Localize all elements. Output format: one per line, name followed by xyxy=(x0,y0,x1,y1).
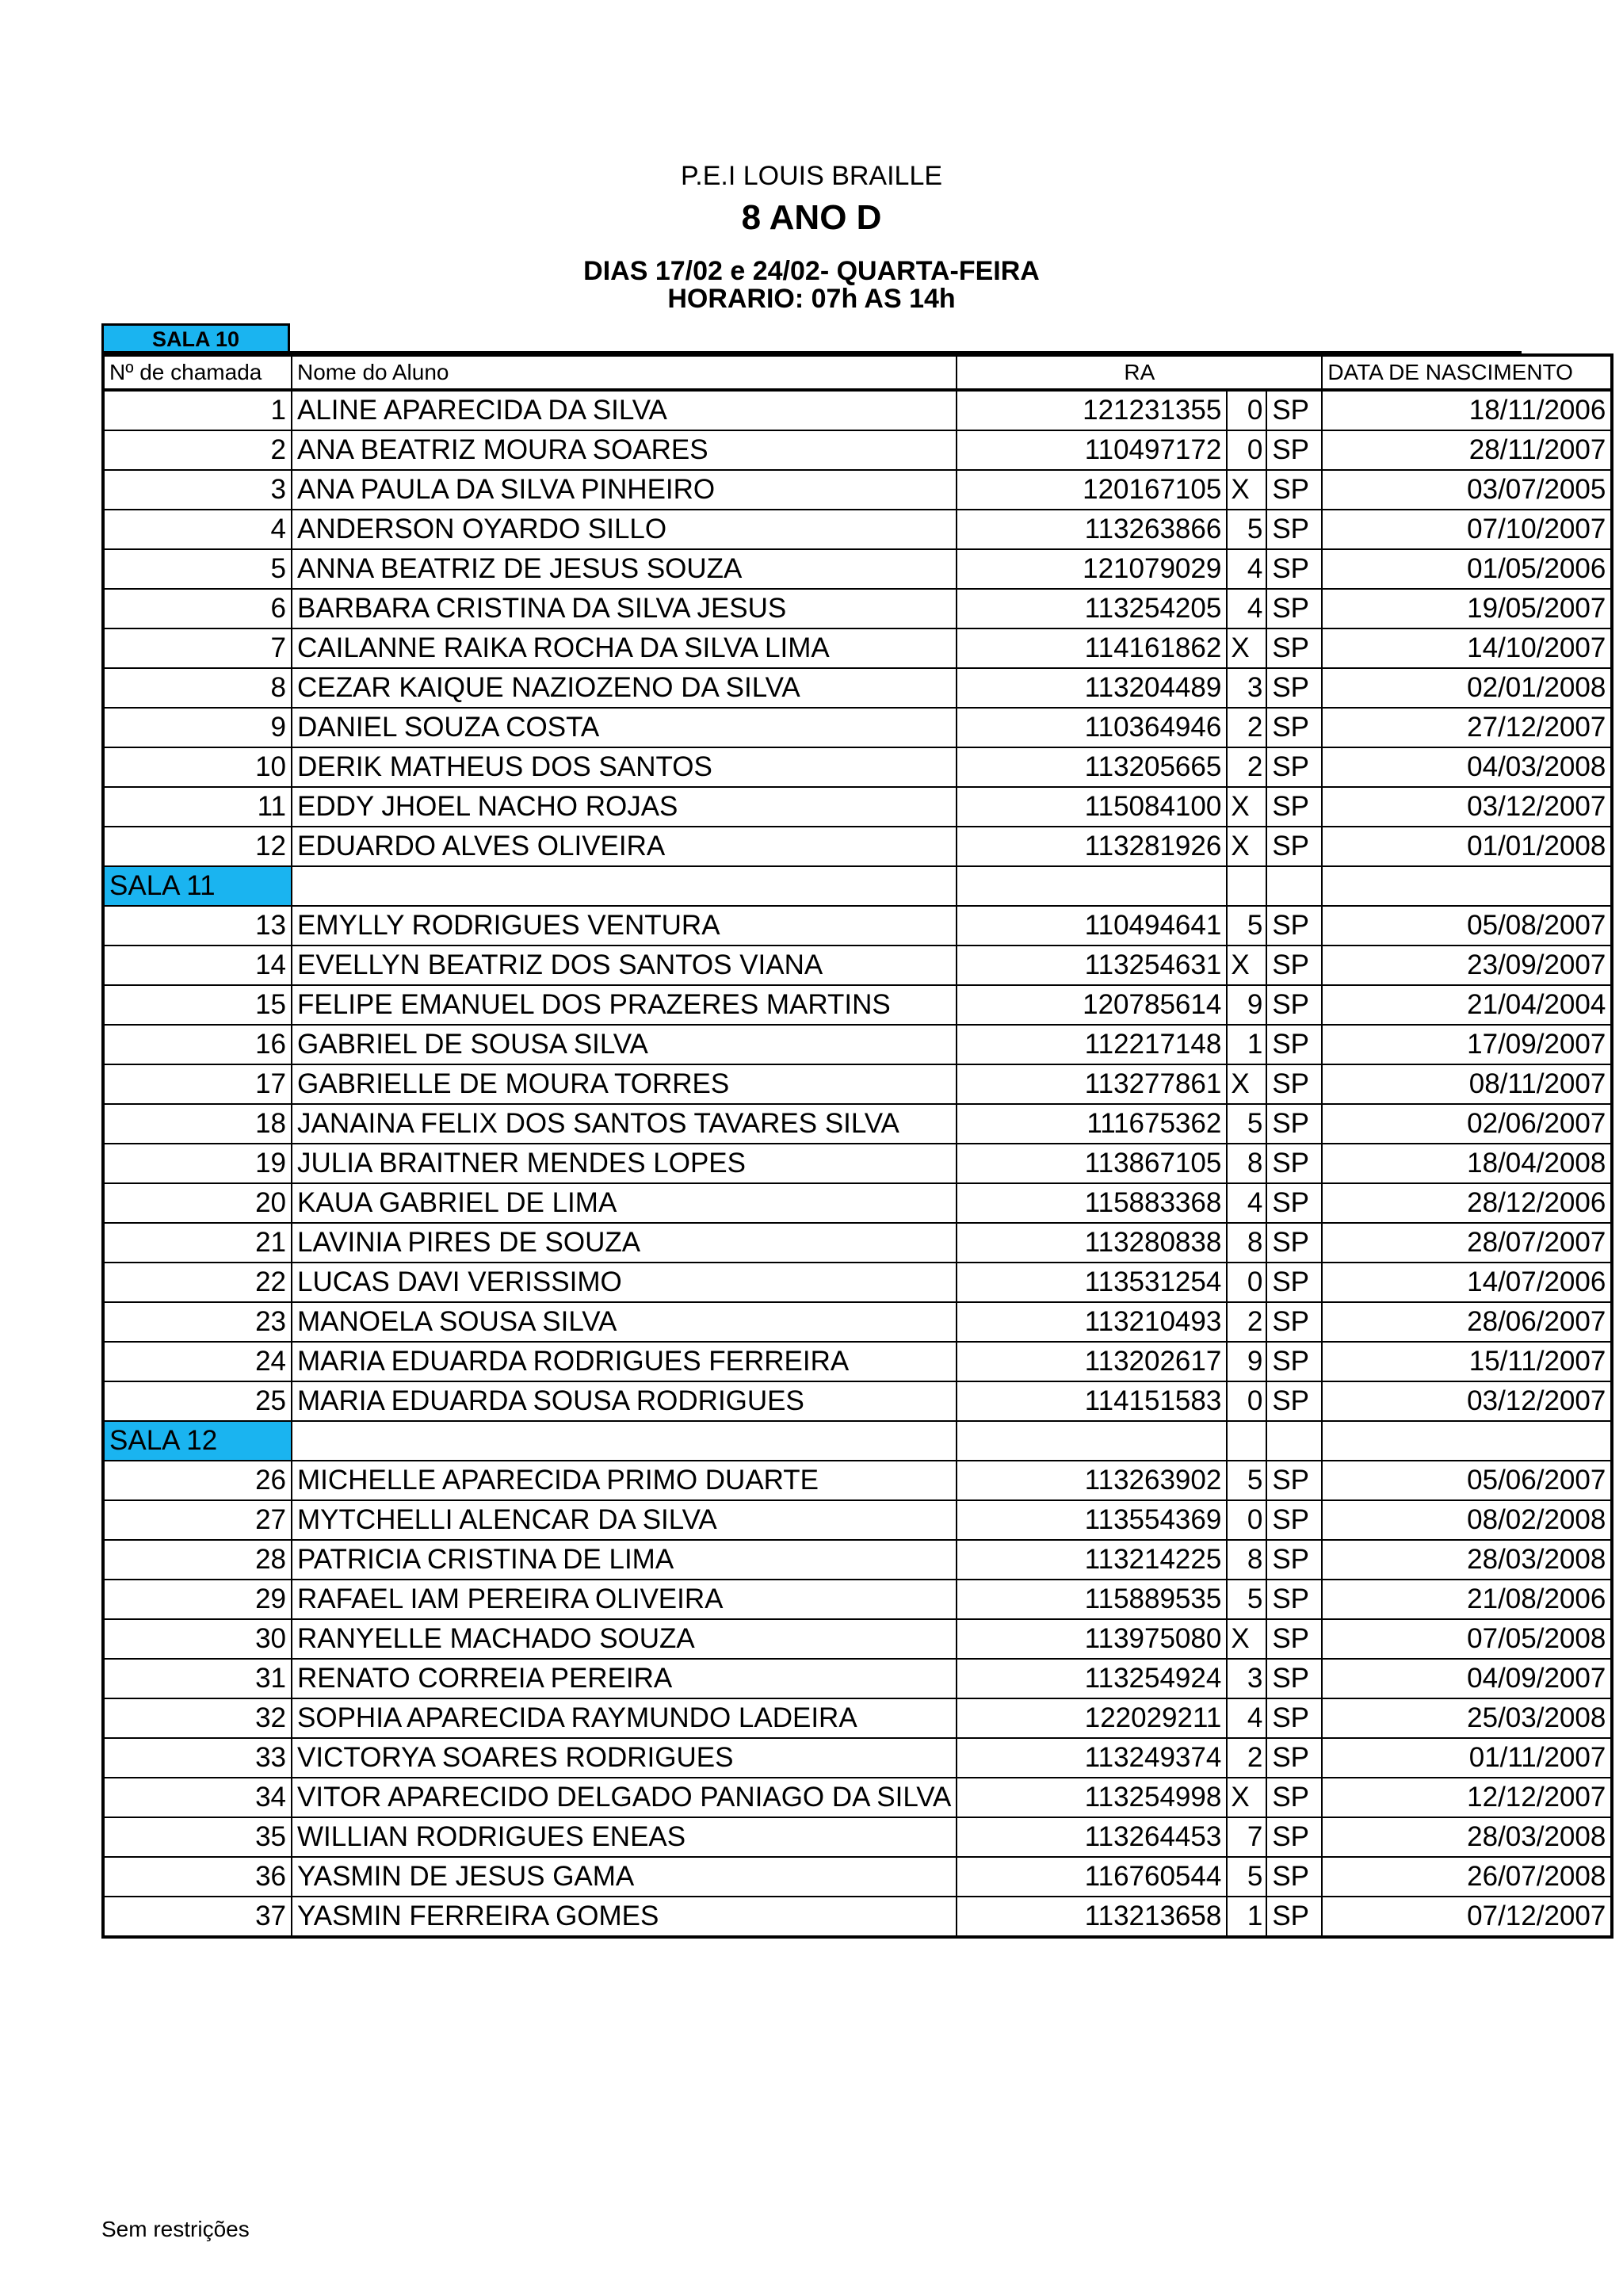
ra-digit: X xyxy=(1227,628,1266,668)
ra-state: SP xyxy=(1266,985,1322,1025)
student-name: EDUARDO ALVES OLIVEIRA xyxy=(292,827,957,866)
birth-date: 07/10/2007 xyxy=(1322,510,1612,549)
ra-number: 115889535 xyxy=(957,1580,1227,1619)
ra-state: SP xyxy=(1266,1540,1322,1580)
ra-digit: 4 xyxy=(1227,549,1266,589)
ra-number: 113263866 xyxy=(957,510,1227,549)
table-row xyxy=(103,1619,1612,1659)
ra-digit: 1 xyxy=(1227,1025,1266,1064)
table-row xyxy=(103,390,1612,430)
ra-number: 113202617 xyxy=(957,1342,1227,1381)
room-label: SALA 12 xyxy=(103,1421,292,1461)
ra-number: 113554369 xyxy=(957,1500,1227,1540)
table-row xyxy=(103,906,1612,946)
call-number: 5 xyxy=(103,549,292,589)
ra-state: SP xyxy=(1266,1064,1322,1104)
birth-date: 03/07/2005 xyxy=(1322,470,1612,510)
student-name: FELIPE EMANUEL DOS PRAZERES MARTINS xyxy=(292,985,957,1025)
birth-date: 25/03/2008 xyxy=(1322,1698,1612,1738)
ra-state: SP xyxy=(1266,1778,1322,1817)
birth-date: 07/05/2008 xyxy=(1322,1619,1612,1659)
student-name: LAVINIA PIRES DE SOUZA xyxy=(292,1223,957,1263)
call-number: 16 xyxy=(103,1025,292,1064)
ra-state: SP xyxy=(1266,1619,1322,1659)
birth-date: 08/02/2008 xyxy=(1322,1500,1612,1540)
table-row xyxy=(103,787,1612,827)
student-name: CEZAR KAIQUE NAZIOZENO DA SILVA xyxy=(292,668,957,708)
ra-state: SP xyxy=(1266,946,1322,985)
call-number: 34 xyxy=(103,1778,292,1817)
birth-date: 03/12/2007 xyxy=(1322,1381,1612,1421)
student-name: GABRIEL DE SOUSA SILVA xyxy=(292,1025,957,1064)
student-name: MYTCHELLI ALENCAR DA SILVA xyxy=(292,1500,957,1540)
birth-date: 17/09/2007 xyxy=(1322,1025,1612,1064)
student-name: SOPHIA APARECIDA RAYMUNDO LADEIRA xyxy=(292,1698,957,1738)
call-number: 1 xyxy=(103,390,292,430)
table-row xyxy=(103,1500,1612,1540)
ra-digit: 4 xyxy=(1227,589,1266,628)
birth-date: 21/04/2004 xyxy=(1322,985,1612,1025)
student-name: ANA PAULA DA SILVA PINHEIRO xyxy=(292,470,957,510)
call-number: 2 xyxy=(103,430,292,470)
table-row xyxy=(103,1540,1612,1580)
ra-number: 113254631 xyxy=(957,946,1227,985)
empty-cell xyxy=(957,1421,1227,1461)
ra-state: SP xyxy=(1266,1500,1322,1540)
birth-date: 19/05/2007 xyxy=(1322,589,1612,628)
call-number: 12 xyxy=(103,827,292,866)
ra-digit: 5 xyxy=(1227,1857,1266,1897)
birth-date: 14/07/2006 xyxy=(1322,1263,1612,1302)
ra-number: 112217148 xyxy=(957,1025,1227,1064)
call-number: 19 xyxy=(103,1144,292,1183)
ra-state: SP xyxy=(1266,1897,1322,1937)
call-number: 32 xyxy=(103,1698,292,1738)
student-name: MANOELA SOUSA SILVA xyxy=(292,1302,957,1342)
birth-date: 23/09/2007 xyxy=(1322,946,1612,985)
table-row xyxy=(103,1698,1612,1738)
table-row xyxy=(103,549,1612,589)
empty-cell xyxy=(1322,866,1612,906)
call-number: 14 xyxy=(103,946,292,985)
ra-number: 122029211 xyxy=(957,1698,1227,1738)
birth-date: 03/12/2007 xyxy=(1322,787,1612,827)
birth-date: 28/06/2007 xyxy=(1322,1302,1612,1342)
ra-number: 115883368 xyxy=(957,1183,1227,1223)
ra-number: 113280838 xyxy=(957,1223,1227,1263)
ra-digit: 4 xyxy=(1227,1698,1266,1738)
ra-digit: X xyxy=(1227,1064,1266,1104)
student-name: PATRICIA CRISTINA DE LIMA xyxy=(292,1540,957,1580)
table-row xyxy=(103,1659,1612,1698)
ra-digit: 2 xyxy=(1227,1302,1266,1342)
schedule-hours: HORARIO: 07h AS 14h xyxy=(667,284,956,314)
student-name: CAILANNE RAIKA ROCHA DA SILVA LIMA xyxy=(292,628,957,668)
student-name: VICTORYA SOARES RODRIGUES xyxy=(292,1738,957,1778)
table-row xyxy=(103,1104,1612,1144)
birth-date: 04/09/2007 xyxy=(1322,1659,1612,1698)
table-row xyxy=(103,1025,1612,1064)
call-number: 10 xyxy=(103,747,292,787)
student-name: VITOR APARECIDO DELGADO PANIAGO DA SILVA xyxy=(292,1778,957,1817)
table-row xyxy=(103,1857,1612,1897)
ra-number: 113867105 xyxy=(957,1144,1227,1183)
empty-cell xyxy=(292,1421,957,1461)
birth-date: 04/03/2008 xyxy=(1322,747,1612,787)
ra-digit: 3 xyxy=(1227,668,1266,708)
ra-state: SP xyxy=(1266,470,1322,510)
ra-digit: 8 xyxy=(1227,1144,1266,1183)
call-number: 27 xyxy=(103,1500,292,1540)
birth-date: 01/05/2006 xyxy=(1322,549,1612,589)
call-number: 17 xyxy=(103,1064,292,1104)
birth-date: 08/11/2007 xyxy=(1322,1064,1612,1104)
call-number: 28 xyxy=(103,1540,292,1580)
ra-state: SP xyxy=(1266,1461,1322,1500)
birth-date: 28/07/2007 xyxy=(1322,1223,1612,1263)
call-number: 9 xyxy=(103,708,292,747)
empty-cell xyxy=(1322,1421,1612,1461)
birth-date: 21/08/2006 xyxy=(1322,1580,1612,1619)
student-name: JULIA BRAITNER MENDES LOPES xyxy=(292,1144,957,1183)
ra-digit: X xyxy=(1227,827,1266,866)
table-row xyxy=(103,747,1612,787)
ra-state: SP xyxy=(1266,1302,1322,1342)
ra-number: 115084100 xyxy=(957,787,1227,827)
ra-digit: 8 xyxy=(1227,1223,1266,1263)
footer-classification: Sem restrições xyxy=(101,2217,250,2241)
table-row xyxy=(103,708,1612,747)
birth-date: 12/12/2007 xyxy=(1322,1778,1612,1817)
ra-digit: 5 xyxy=(1227,1461,1266,1500)
ra-number: 110497172 xyxy=(957,430,1227,470)
ra-state: SP xyxy=(1266,1659,1322,1698)
birth-date: 02/06/2007 xyxy=(1322,1104,1612,1144)
ra-state: SP xyxy=(1266,1342,1322,1381)
call-number: 22 xyxy=(103,1263,292,1302)
birth-date: 18/04/2008 xyxy=(1322,1144,1612,1183)
student-name: ANNA BEATRIZ DE JESUS SOUZA xyxy=(292,549,957,589)
ra-state: SP xyxy=(1266,430,1322,470)
call-number: 6 xyxy=(103,589,292,628)
ra-digit: 4 xyxy=(1227,1183,1266,1223)
ra-state: SP xyxy=(1266,1698,1322,1738)
ra-number: 113264453 xyxy=(957,1817,1227,1857)
ra-state: SP xyxy=(1266,1738,1322,1778)
table-row xyxy=(103,827,1612,866)
ra-digit: X xyxy=(1227,470,1266,510)
call-number: 11 xyxy=(103,787,292,827)
student-name: DERIK MATHEUS DOS SANTOS xyxy=(292,747,957,787)
ra-number: 113204489 xyxy=(957,668,1227,708)
ra-digit: 3 xyxy=(1227,1659,1266,1698)
call-number: 8 xyxy=(103,668,292,708)
room-label: SALA 11 xyxy=(103,866,292,906)
room-separator-row xyxy=(103,866,1612,906)
empty-cell xyxy=(1266,866,1322,906)
table-row xyxy=(103,985,1612,1025)
table-row xyxy=(103,589,1612,628)
ra-digit: 5 xyxy=(1227,1104,1266,1144)
ra-state: SP xyxy=(1266,1817,1322,1857)
student-table xyxy=(101,353,1613,1939)
table-row xyxy=(103,1342,1612,1381)
table-row xyxy=(103,1381,1612,1421)
ra-number: 110494641 xyxy=(957,906,1227,946)
birth-date: 26/07/2008 xyxy=(1322,1857,1612,1897)
ra-state: SP xyxy=(1266,390,1322,430)
call-number: 7 xyxy=(103,628,292,668)
room-separator-row xyxy=(103,1421,1612,1461)
ra-state: SP xyxy=(1266,1025,1322,1064)
ra-number: 113975080 xyxy=(957,1619,1227,1659)
ra-state: SP xyxy=(1266,708,1322,747)
student-name: DANIEL SOUZA COSTA xyxy=(292,708,957,747)
empty-cell xyxy=(292,866,957,906)
table-row xyxy=(103,1897,1612,1937)
call-number: 21 xyxy=(103,1223,292,1263)
ra-state: SP xyxy=(1266,827,1322,866)
table-row xyxy=(103,1461,1612,1500)
ra-number: 113254924 xyxy=(957,1659,1227,1698)
ra-digit: 2 xyxy=(1227,708,1266,747)
ra-number: 114151583 xyxy=(957,1381,1227,1421)
table-row xyxy=(103,1183,1612,1223)
ra-state: SP xyxy=(1266,1223,1322,1263)
room-label-sala-10: SALA 10 xyxy=(101,323,290,353)
table-row xyxy=(103,510,1612,549)
table-row xyxy=(103,470,1612,510)
student-name: MARIA EDUARDA SOUSA RODRIGUES xyxy=(292,1381,957,1421)
call-number: 31 xyxy=(103,1659,292,1698)
ra-digit: 5 xyxy=(1227,906,1266,946)
ra-digit: 8 xyxy=(1227,1540,1266,1580)
schedule-days: DIAS 17/02 e 24/02- QUARTA-FEIRA xyxy=(583,256,1040,286)
ra-number: 120785614 xyxy=(957,985,1227,1025)
table-row xyxy=(103,1263,1612,1302)
table-row xyxy=(103,668,1612,708)
ra-number: 120167105 xyxy=(957,470,1227,510)
call-number: 26 xyxy=(103,1461,292,1500)
student-name: EVELLYN BEATRIZ DOS SANTOS VIANA xyxy=(292,946,957,985)
ra-state: SP xyxy=(1266,1104,1322,1144)
ra-digit: X xyxy=(1227,787,1266,827)
column-header-birth: DATA DE NASCIMENTO xyxy=(1322,355,1612,390)
birth-date: 05/08/2007 xyxy=(1322,906,1612,946)
student-name: EMYLLY RODRIGUES VENTURA xyxy=(292,906,957,946)
ra-digit: 5 xyxy=(1227,510,1266,549)
call-number: 4 xyxy=(103,510,292,549)
student-name: RANYELLE MACHADO SOUZA xyxy=(292,1619,957,1659)
call-number: 3 xyxy=(103,470,292,510)
ra-state: SP xyxy=(1266,589,1322,628)
birth-date: 28/03/2008 xyxy=(1322,1540,1612,1580)
student-name: RENATO CORREIA PEREIRA xyxy=(292,1659,957,1698)
ra-number: 121231355 xyxy=(957,390,1227,430)
ra-number: 110364946 xyxy=(957,708,1227,747)
ra-state: SP xyxy=(1266,1183,1322,1223)
student-name: ANDERSON OYARDO SILLO xyxy=(292,510,957,549)
birth-date: 28/03/2008 xyxy=(1322,1817,1612,1857)
ra-digit: 7 xyxy=(1227,1817,1266,1857)
call-number: 29 xyxy=(103,1580,292,1619)
empty-cell xyxy=(1227,1421,1266,1461)
call-number: 33 xyxy=(103,1738,292,1778)
student-name: JANAINA FELIX DOS SANTOS TAVARES SILVA xyxy=(292,1104,957,1144)
student-name: LUCAS DAVI VERISSIMO xyxy=(292,1263,957,1302)
student-name: RAFAEL IAM PEREIRA OLIVEIRA xyxy=(292,1580,957,1619)
call-number: 13 xyxy=(103,906,292,946)
ra-digit: 1 xyxy=(1227,1897,1266,1937)
table-row xyxy=(103,946,1612,985)
student-name: MARIA EDUARDA RODRIGUES FERREIRA xyxy=(292,1342,957,1381)
empty-cell xyxy=(1266,1421,1322,1461)
table-row xyxy=(103,430,1612,470)
ra-number: 113531254 xyxy=(957,1263,1227,1302)
column-header-number: Nº de chamada xyxy=(103,355,292,390)
ra-state: SP xyxy=(1266,906,1322,946)
ra-digit: 0 xyxy=(1227,1381,1266,1421)
ra-state: SP xyxy=(1266,787,1322,827)
ra-digit: X xyxy=(1227,1619,1266,1659)
call-number: 35 xyxy=(103,1817,292,1857)
call-number: 30 xyxy=(103,1619,292,1659)
ra-number: 113249374 xyxy=(957,1738,1227,1778)
ra-state: SP xyxy=(1266,549,1322,589)
ra-state: SP xyxy=(1266,1381,1322,1421)
birth-date: 14/10/2007 xyxy=(1322,628,1612,668)
ra-digit: X xyxy=(1227,946,1266,985)
student-name: ANA BEATRIZ MOURA SOARES xyxy=(292,430,957,470)
empty-cell xyxy=(1227,866,1266,906)
ra-number: 113214225 xyxy=(957,1540,1227,1580)
student-table-body xyxy=(103,355,1612,1937)
ra-digit: 2 xyxy=(1227,1738,1266,1778)
ra-digit: 0 xyxy=(1227,390,1266,430)
birth-date: 27/12/2007 xyxy=(1322,708,1612,747)
ra-number: 121079029 xyxy=(957,549,1227,589)
ra-digit: 0 xyxy=(1227,1500,1266,1540)
call-number: 20 xyxy=(103,1183,292,1223)
class-title: 8 ANO D xyxy=(741,198,882,237)
ra-number: 113281926 xyxy=(957,827,1227,866)
birth-date: 18/11/2006 xyxy=(1322,390,1612,430)
ra-number: 111675362 xyxy=(957,1104,1227,1144)
student-name: WILLIAN RODRIGUES ENEAS xyxy=(292,1817,957,1857)
birth-date: 01/01/2008 xyxy=(1322,827,1612,866)
student-name: EDDY JHOEL NACHO ROJAS xyxy=(292,787,957,827)
ra-digit: 5 xyxy=(1227,1580,1266,1619)
birth-date: 05/06/2007 xyxy=(1322,1461,1612,1500)
table-row xyxy=(103,1144,1612,1183)
birth-date: 15/11/2007 xyxy=(1322,1342,1612,1381)
table-row xyxy=(103,1223,1612,1263)
ra-digit: 2 xyxy=(1227,747,1266,787)
birth-date: 02/01/2008 xyxy=(1322,668,1612,708)
school-name: P.E.I LOUIS BRAILLE xyxy=(680,161,943,191)
column-header-row xyxy=(103,355,1612,390)
call-number: 15 xyxy=(103,985,292,1025)
ra-state: SP xyxy=(1266,747,1322,787)
ra-number: 113254998 xyxy=(957,1778,1227,1817)
ra-state: SP xyxy=(1266,1263,1322,1302)
call-number: 37 xyxy=(103,1897,292,1937)
ra-number: 116760544 xyxy=(957,1857,1227,1897)
student-name: YASMIN DE JESUS GAMA xyxy=(292,1857,957,1897)
call-number: 25 xyxy=(103,1381,292,1421)
ra-number: 113254205 xyxy=(957,589,1227,628)
call-number: 24 xyxy=(103,1342,292,1381)
column-header-name: Nome do Aluno xyxy=(292,355,957,390)
ra-state: SP xyxy=(1266,668,1322,708)
student-name: GABRIELLE DE MOURA TORRES xyxy=(292,1064,957,1104)
ra-digit: 0 xyxy=(1227,1263,1266,1302)
ra-number: 113205665 xyxy=(957,747,1227,787)
call-number: 23 xyxy=(103,1302,292,1342)
ra-digit: 9 xyxy=(1227,1342,1266,1381)
ra-number: 113213658 xyxy=(957,1897,1227,1937)
table-row xyxy=(103,1580,1612,1619)
call-number: 18 xyxy=(103,1104,292,1144)
birth-date: 01/11/2007 xyxy=(1322,1738,1612,1778)
ra-state: SP xyxy=(1266,1580,1322,1619)
ra-number: 113210493 xyxy=(957,1302,1227,1342)
student-name: MICHELLE APARECIDA PRIMO DUARTE xyxy=(292,1461,957,1500)
table-row xyxy=(103,628,1612,668)
table-row xyxy=(103,1302,1612,1342)
student-name: ALINE APARECIDA DA SILVA xyxy=(292,390,957,430)
student-name: KAUA GABRIEL DE LIMA xyxy=(292,1183,957,1223)
call-number: 36 xyxy=(103,1857,292,1897)
table-row xyxy=(103,1738,1612,1778)
ra-state: SP xyxy=(1266,1144,1322,1183)
empty-cell xyxy=(957,866,1227,906)
student-name: YASMIN FERREIRA GOMES xyxy=(292,1897,957,1937)
birth-date: 07/12/2007 xyxy=(1322,1897,1612,1937)
ra-number: 114161862 xyxy=(957,628,1227,668)
ra-digit: 0 xyxy=(1227,430,1266,470)
ra-digit: X xyxy=(1227,1778,1266,1817)
ra-state: SP xyxy=(1266,510,1322,549)
ra-number: 113277861 xyxy=(957,1064,1227,1104)
student-name: BARBARA CRISTINA DA SILVA JESUS xyxy=(292,589,957,628)
ra-state: SP xyxy=(1266,1857,1322,1897)
ra-state: SP xyxy=(1266,628,1322,668)
birth-date: 28/12/2006 xyxy=(1322,1183,1612,1223)
birth-date: 28/11/2007 xyxy=(1322,430,1612,470)
column-header-ra: RA xyxy=(957,355,1322,390)
ra-number: 113263902 xyxy=(957,1461,1227,1500)
table-row xyxy=(103,1064,1612,1104)
table-row xyxy=(103,1778,1612,1817)
table-row xyxy=(103,1817,1612,1857)
ra-digit: 9 xyxy=(1227,985,1266,1025)
